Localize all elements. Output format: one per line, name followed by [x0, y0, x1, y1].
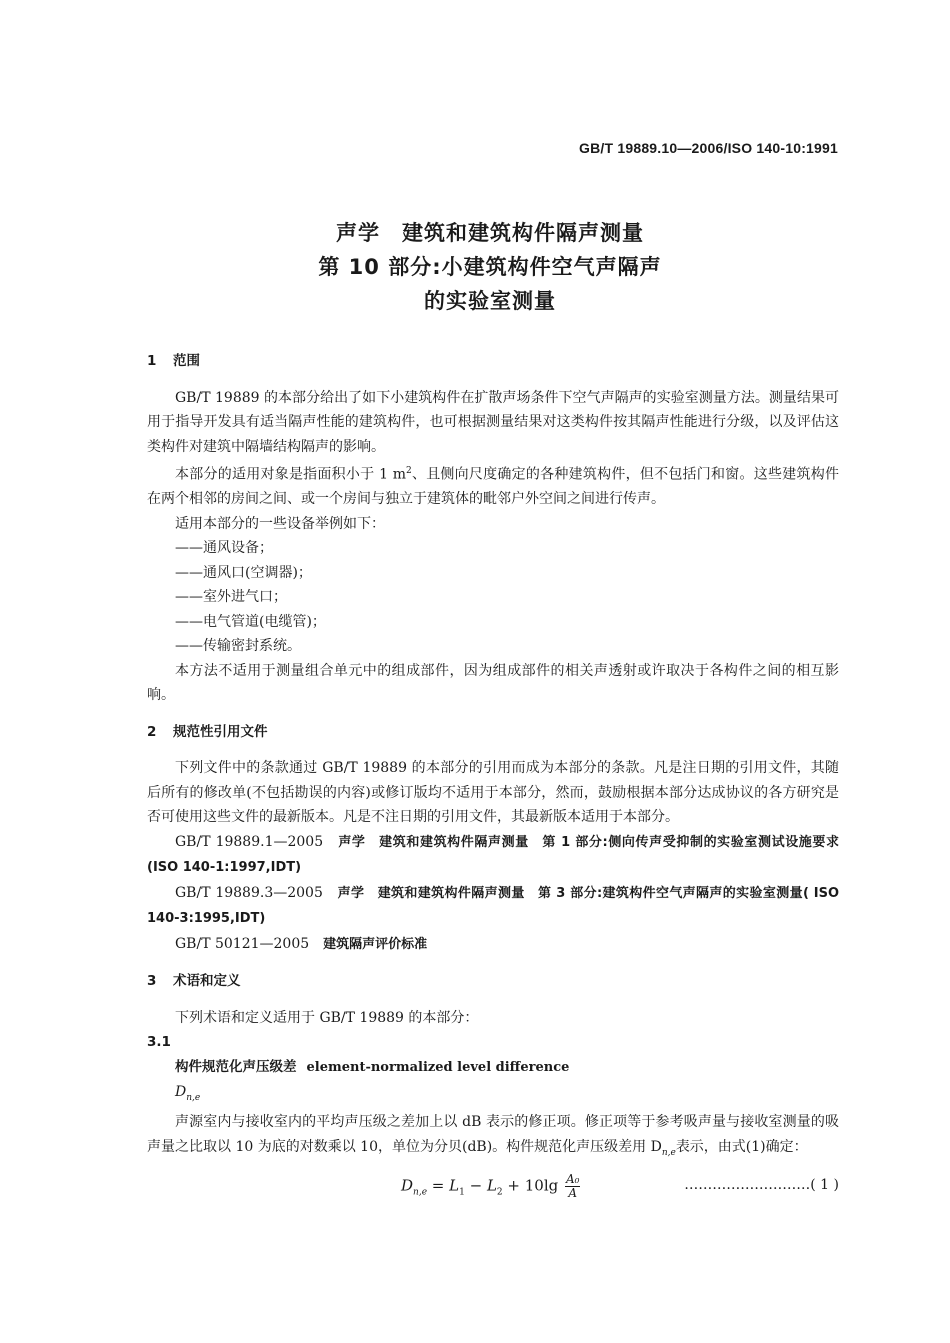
formula-1: [147, 1169, 839, 1209]
section-2-para-1: 下列文件中的条款通过 GB/T 19889 的本部分的引用而成为本部分的条款。凡是注日期的引用文件，其随后所有的修改单(不包括勘误的内容)或修订版均不适用于本部分，然而，鼓励根据本部分达成协议的各方研究是否可使用这些文件的最新版本。凡是不注日期的引用文件，其最新版本适用于本部分。: [147, 760, 839, 826]
reference-item: GB/T 19889.1—2005 声学 建筑和建筑构件隔声测量 第 1 部分:侧向传声受抑制的实验室测试设施要求(ISO 140-1:1997,IDT): [147, 833, 840, 876]
section-1-para-1: GB/T 19889 的本部分给出了如下小建筑构件在扩散声场条件下空气声隔声的实验室测量方法。测量结果可用于指导开发具有适当隔声性能的建筑构件，也可根据测量结果对这类构件按其隔声性能进行分级，以及评估这类构件对建筑中隔墙结构隔声的影响。: [147, 389, 839, 455]
reference-item: GB/T 50121—2005 建筑隔声评价标准: [175, 935, 428, 952]
subsection-3-1-number: 3.1: [147, 1034, 171, 1051]
document-title: [0, 216, 950, 318]
list-item: ——通风设备；: [175, 540, 273, 557]
equation-number: ………………………( 1 ): [684, 1177, 839, 1194]
list-item: ——电气管道(电缆管)；: [175, 613, 326, 630]
reference-item: GB/T 19889.3—2005 声学 建筑和建筑构件隔声测量 第 3 部分:建筑构件空气声隔声的实验室测量( ISO 140-3:1995,IDT): [147, 884, 840, 927]
section-1-para-4: 本方法不适用于测量组合单元中的组成部件，因为组成部件的相关声透射或许取决于各构件之间的相互影响。: [147, 662, 839, 704]
formula-expression: $D_{n,e} = L_1 - L_2 + 10\lg$ $\frac{\text{A₀}}{A}$: [401, 1172, 580, 1201]
section-1-heading: 1 范围: [147, 353, 200, 369]
title-line-1: 声学 建筑和建筑构件隔声测量: [336, 221, 644, 245]
section-2-heading: 2 规范性引用文件: [147, 723, 268, 740]
list-item: ——传输密封系统。: [175, 638, 301, 655]
section-3-heading: 3 术语和定义: [147, 973, 241, 990]
term-chinese: 构件规范化声压级差: [175, 1058, 297, 1075]
section-3-para-1: 下列术语和定义适用于 GB/T 19889 的本部分：: [175, 1009, 479, 1026]
list-item: ——室外进气口；: [175, 589, 287, 606]
term-definition: 声源室内与接收室内的平均声压级之差加上以 dB 表示的修正项。修正项等于参考吸声量与接收室测量的吸声量之比取以 10 为底的对数乘以 10，单位为分贝(dB)。构件规范化声压级差用 $D_{n,e}$表示，由式(1)确定：: [147, 1114, 839, 1158]
section-1-para-2: 本部分的适用对象是指面积小于 1 $m^2$、且侧向尺度确定的各种建筑构件，但不包括门和窗。这些建筑构件在两个相邻的房间之间、或一个房间与独立于建筑体的毗邻户外空间之间进行传声。: [147, 466, 839, 508]
formula-fraction: $\frac{\text{A₀}}{A}$: [566, 1172, 580, 1201]
term-symbol: $D_{n,e}$: [175, 1084, 201, 1103]
document-body: [147, 349, 839, 1209]
title-line-3: 的实验室测量: [424, 289, 556, 313]
section-1-para-3: 适用本部分的一些设备举例如下：: [175, 515, 385, 532]
title-line-2: 第 10 部分:小建筑构件空气声隔声: [318, 255, 662, 279]
term-english: element-normalized level difference: [306, 1059, 570, 1075]
list-item: ——通风口(空调器)；: [175, 564, 312, 581]
standard-code: GB/T 19889.10—2006/ISO 140-10:1991: [579, 140, 838, 156]
term-entry: [147, 1055, 839, 1081]
